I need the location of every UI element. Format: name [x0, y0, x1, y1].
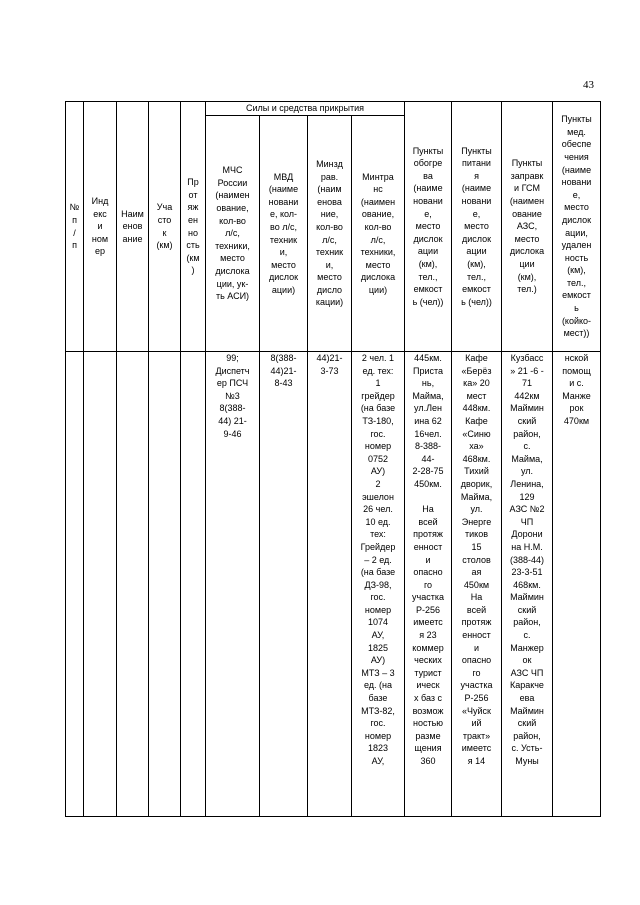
cell-section: [149, 352, 181, 817]
cell-heating: 445км. Приста нь, Майма, ул.Лен ина 62 16чел. 8-388- 44- 2-28-75 450км. На всей протяж енност и опасно го участка Р-256 имеетс я 23 коммер ческих турист ическ х баз с возмож ностью разме щения 360: [405, 352, 452, 817]
col-header-section: Уча сто к (км): [149, 102, 181, 352]
table-row: [66, 352, 601, 817]
col-header-mvd: МВД (наиме новани е, кол- во л/с, техник и, место дислок ации): [260, 116, 308, 352]
page-number: 43: [583, 79, 594, 91]
cell-fuel: Кузбасс » 21 -6 - 71 442км Маймин ский район, с. Майма, ул. Ленина, 129 АЗС №2 ЧП Дорони на Н.М. (388-44) 23-3-51 468км. Маймин ский район, с. Манжер ок АЗС ЧП Каракче ева Маймин ский район, с. Усть- Муны: [502, 352, 553, 817]
cover-forces-table: [65, 101, 601, 817]
col-header-num: № п / п: [66, 102, 84, 352]
cell-medical: нской помощ и с. Манже рок 470км: [553, 352, 601, 817]
col-header-medical: Пункты мед. обеспе чения (наиме новани е, место дислок ации, удален ность (км), тел., емкост ь (койко- мест)): [553, 102, 601, 352]
group-header-forces: Силы и средства прикрытия: [206, 102, 405, 116]
cell-food: Кафе «Берёз ка» 20 мест 448км. Кафе «Синю ха» 468км. Тихий дворик, Майма, ул. Энерге тиков 15 столов ая 450км На всей протяж енност и опасно го участка Р-256 «Чуйск ий тракт» имеетс я 14: [452, 352, 502, 817]
cell-num: [66, 352, 84, 817]
cell-mintrans: 2 чел. 1 ед. тех: 1 грейдер (на базе ТЗ-180, гос. номер 0752 АУ) 2 эшелон 26 чел. 10 ед. тех: Грейдер – 2 ед. (на базе ДЗ-98, гос. номер 1074 АУ, 1825 АУ) МТЗ – 3 ед. (на базе МТЗ-82, гос. номер 1823 АУ,: [352, 352, 405, 817]
col-header-minzdrav: Минзд рав. (наим енова ние, кол-во л/с, техник и, место дисло кации): [308, 116, 352, 352]
cell-name: [117, 352, 149, 817]
header-row-group: [66, 102, 601, 116]
cell-minzdrav: 44)21- 3-73: [308, 352, 352, 817]
cell-mvd: 8(388- 44)21- 8-43: [260, 352, 308, 817]
col-header-mchs: МЧС России (наимен ование, кол-во л/с, техники, место дислока ции, ук- ть АСИ): [206, 116, 260, 352]
cell-length: [181, 352, 206, 817]
cell-index: [84, 352, 117, 817]
col-header-index: Инд екс и ном ер: [84, 102, 117, 352]
col-header-name: Наим енов ание: [117, 102, 149, 352]
col-header-length: Пр от яж ен но сть (км ): [181, 102, 206, 352]
col-header-fuel: Пункты заправк и ГСМ (наимен ование АЗС, место дислока ции (км), тел.): [502, 102, 553, 352]
cell-mchs: 99; Диспетч ер ПСЧ №3 8(388- 44) 21- 9-46: [206, 352, 260, 817]
col-header-heating: Пункты обогре ва (наиме новани е, место дислок ации (км), тел., емкост ь (чел)): [405, 102, 452, 352]
col-header-mintrans: Минтра нс (наимен ование, кол-во л/с, техники, место дислока ции): [352, 116, 405, 352]
col-header-food: Пункты питани я (наиме новани е, место дислок ации (км), тел., емкост ь (чел)): [452, 102, 502, 352]
